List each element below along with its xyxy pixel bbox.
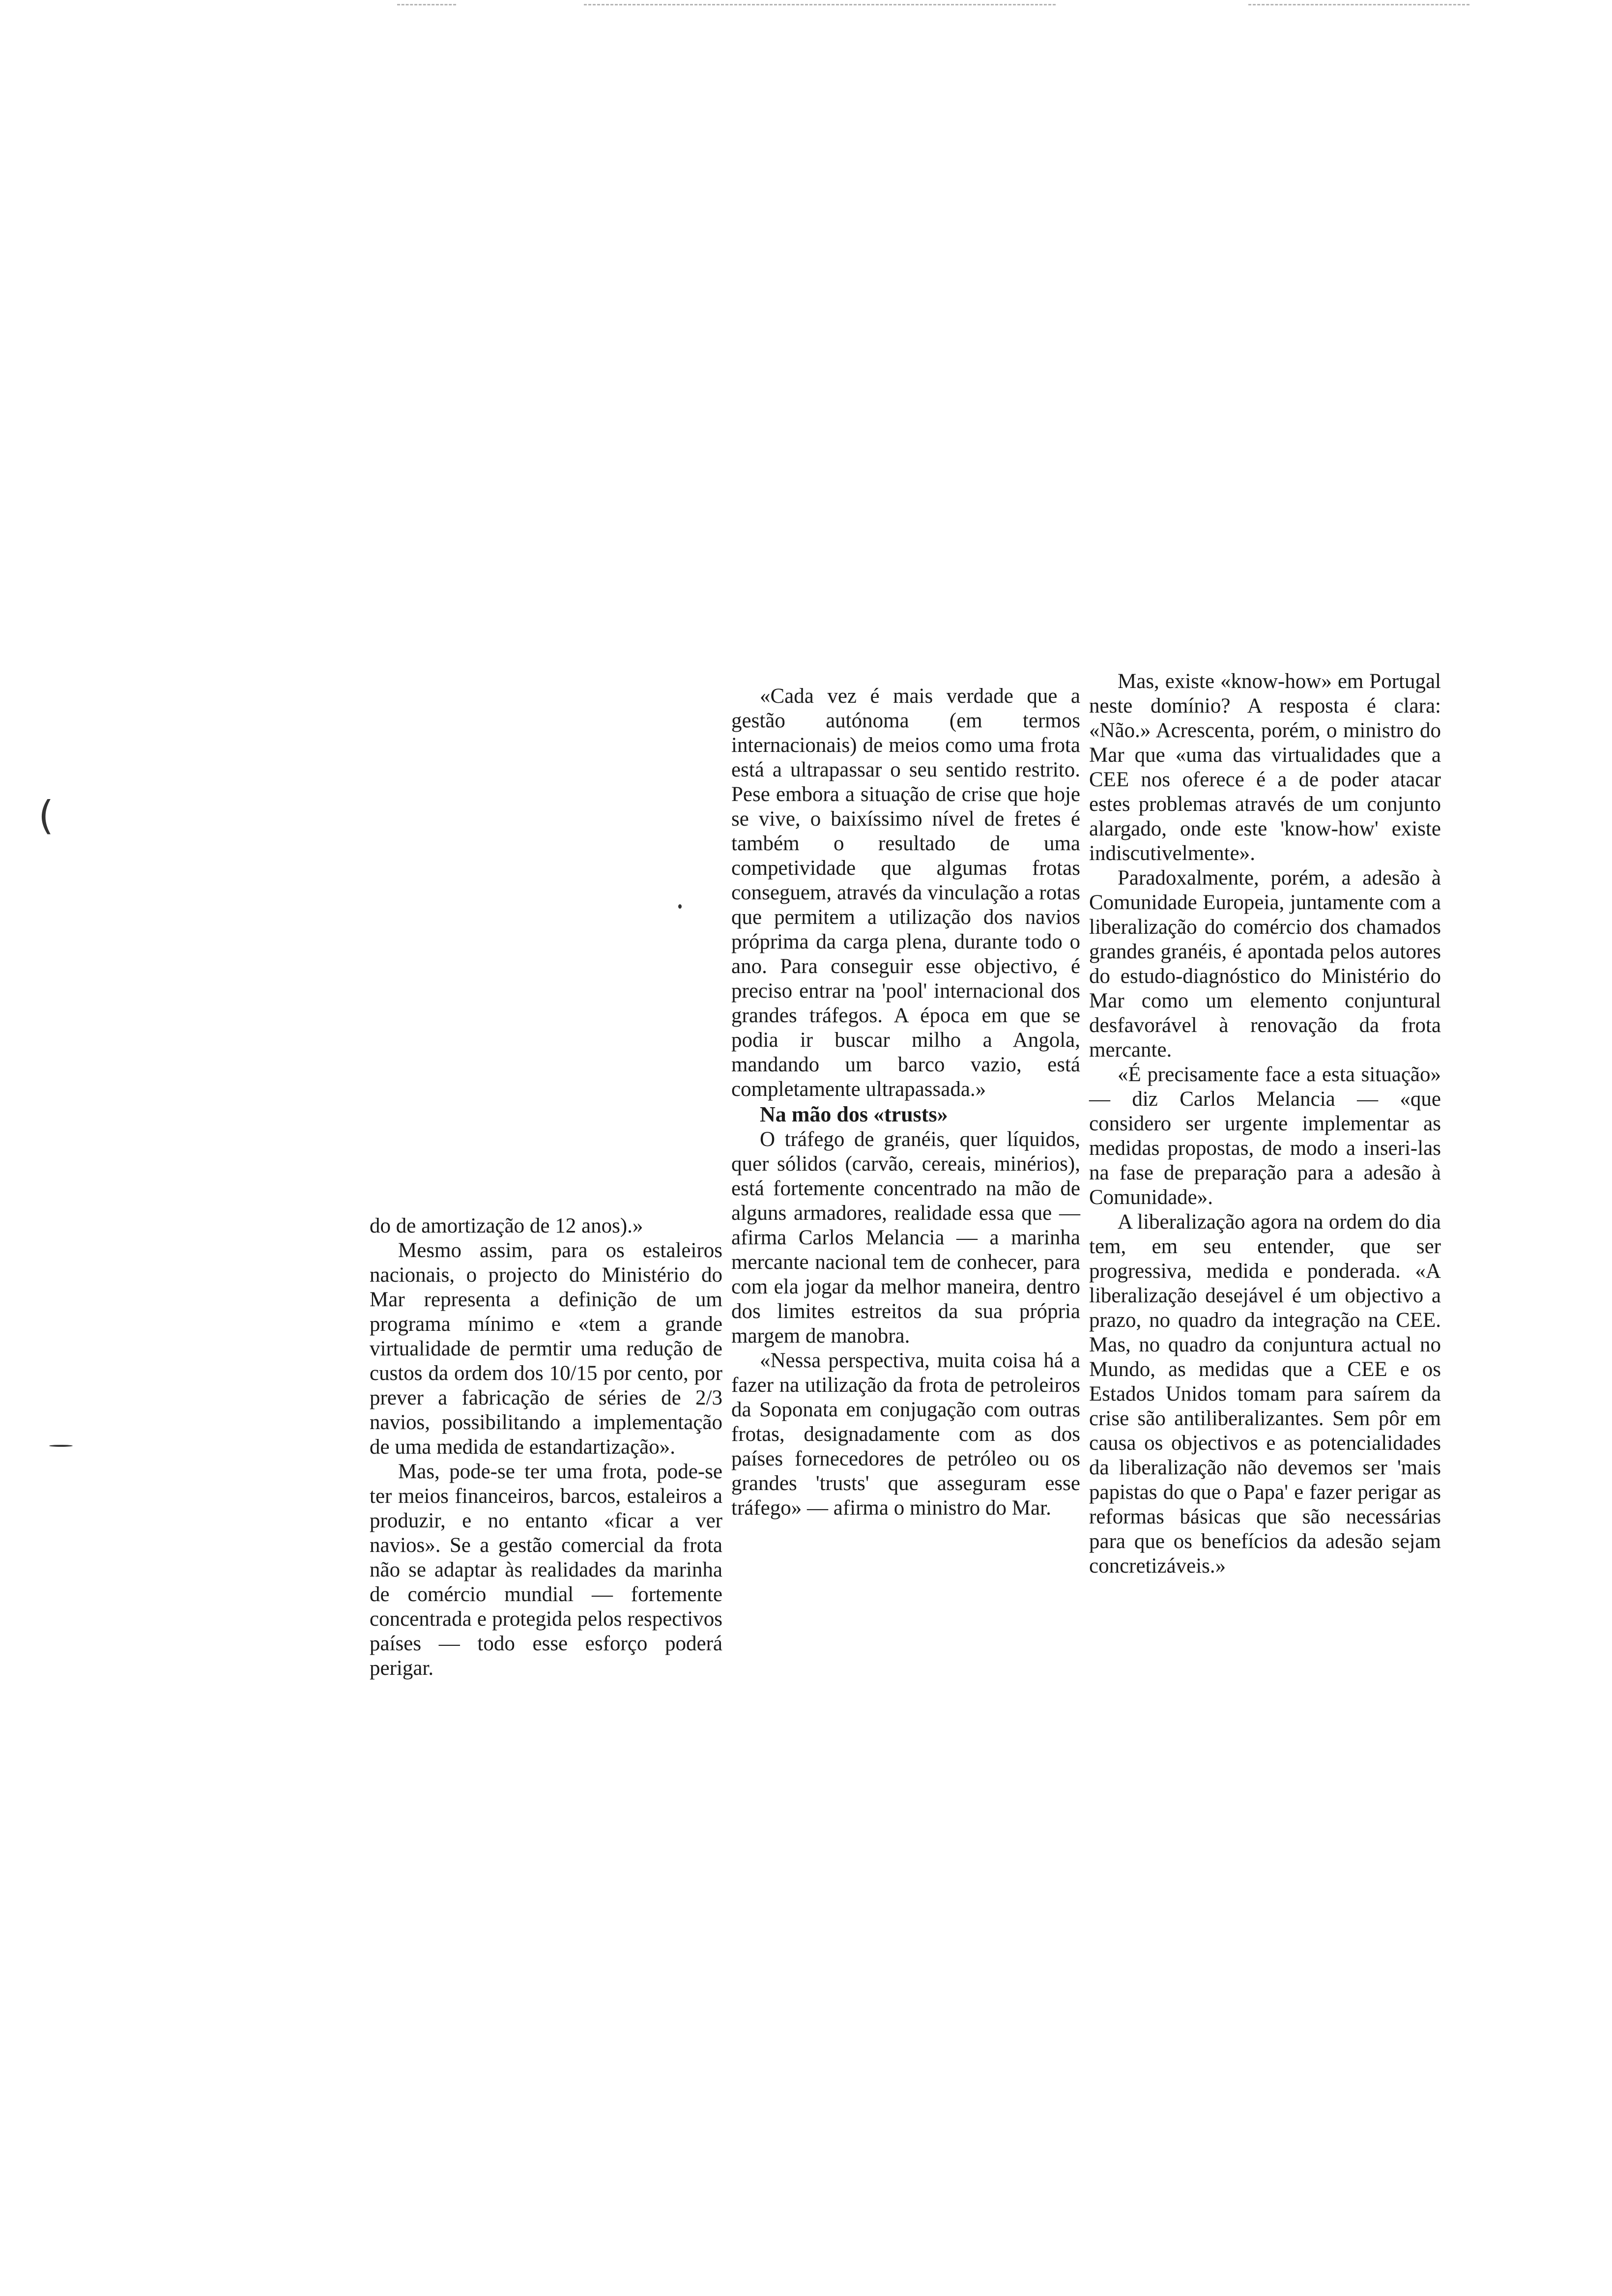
- article-column-2: [731, 684, 1080, 1521]
- paragraph: Mesmo assim, para os estaleiros nacionais, o projecto do Ministério do Mar representa a definição de um programa mínimo e «tem a grande virtualidade de permtir uma redução de custos da ordem dos 10/15 por cento, por prever a fabricação de séries de 2/3 navios, possibilitando a implementação de uma medida de estandartização».: [370, 1239, 722, 1459]
- paragraph: Mas, pode-se ter uma frota, pode-se ter meios financeiros, barcos, estaleiros a produzir, e no entanto «ficar a ver navios». Se a gestão comercial da frota não se adaptar às realidades da marinha de comércio mundial — fortemente concentrada e protegida pelos respectivos países — todo esse esforço poderá perigar.: [370, 1460, 722, 1680]
- stray-dot-mark: [678, 904, 682, 909]
- paragraph: do de amortização de 12 anos).»: [370, 1214, 643, 1237]
- article-column-3: [1089, 669, 1441, 1578]
- section-heading: Na mão dos «trusts»: [760, 1102, 948, 1126]
- margin-paren-mark: (: [38, 793, 54, 838]
- paragraph: «É precisamente face a esta situação» — diz Carlos Melancia — «que considero ser urgente implementar as medidas propostas, de modo a inseri-las na fase de preparação para a adesão à Comunidade».: [1089, 1063, 1441, 1209]
- top-rule-right: [1248, 4, 1469, 5]
- paragraph: Paradoxalmente, porém, a adesão à Comunidade Europeia, juntamente com a liberalização do comércio dos chamados grandes granéis, é apontada pelos autores do estudo-diagnóstico do Ministério do Mar como um elemento conjuntural desfavorável à renovação da frota mercante.: [1089, 866, 1441, 1062]
- paragraph: «Cada vez é mais verdade que a gestão autónoma (em termos internacionais) de meios como uma frota está a ultrapassar o seu sentido restrito. Pese embora a situação de crise que hoje se vive, o baixíssimo nível de fretes é também o resultado de uma competividade que algumas frotas conseguem, através da vinculação a rotas que permitem a utilização dos navios próprima da carga plena, durante todo o ano. Para conseguir esse objectivo, é preciso entrar na 'pool' internacional dos grandes tráfegos. A época em que se podia ir buscar milho a Angola, mandando um barco vazio, está completamente ultrapassada.»: [731, 685, 1080, 1101]
- top-rule-left: [397, 4, 456, 5]
- paragraph: «Nessa perspectiva, muita coisa há a fazer na utilização da frota de petroleiros da Soponata em conjugação com outras frotas, designadamente com as dos países fornecedores de petróleo ou os grandes 'trusts' que asseguram esse tráfego» — afirma o ministro do Mar.: [731, 1349, 1080, 1520]
- top-rule-center: [584, 4, 1056, 5]
- paragraph: O tráfego de granéis, quer líquidos, quer sólidos (carvão, cereais, minérios), está fortemente concentrado na mão de alguns armadores, realidade essa que — afirma Carlos Melancia — a marinha mercante nacional tem de conhecer, para com ela jogar da melhor maneira, dentro dos limites estreitos da sua própria margem de manobra.: [731, 1128, 1080, 1348]
- margin-dash-mark: [49, 1445, 73, 1447]
- paragraph: Mas, existe «know-how» em Portugal neste domínio? A resposta é clara: «Não.» Acrescenta, porém, o ministro do Mar que «uma das virtualidades que a CEE nos oferece é a de poder atacar estes problemas através de um conjunto alargado, onde este 'know-how' existe indiscutivelmente».: [1089, 670, 1441, 865]
- paragraph: A liberalização agora na ordem do dia tem, em seu entender, que ser progressiva, medida e ponderada. «A liberalização desejável é um objectivo a prazo, no quadro da integração na CEE. Mas, no quadro da conjuntura actual no Mundo, as medidas que a CEE e os Estados Unidos tomam para saírem da crise são antiliberalizantes. Sem pôr em causa os objectivos e as potencialidades da liberalização não devemos ser 'mais papistas do que o Papa' e fazer perigar as reformas básicas que são necessárias para que os benefícios da adesão sejam concretizáveis.»: [1089, 1210, 1441, 1578]
- article-column-1: [370, 1214, 722, 1681]
